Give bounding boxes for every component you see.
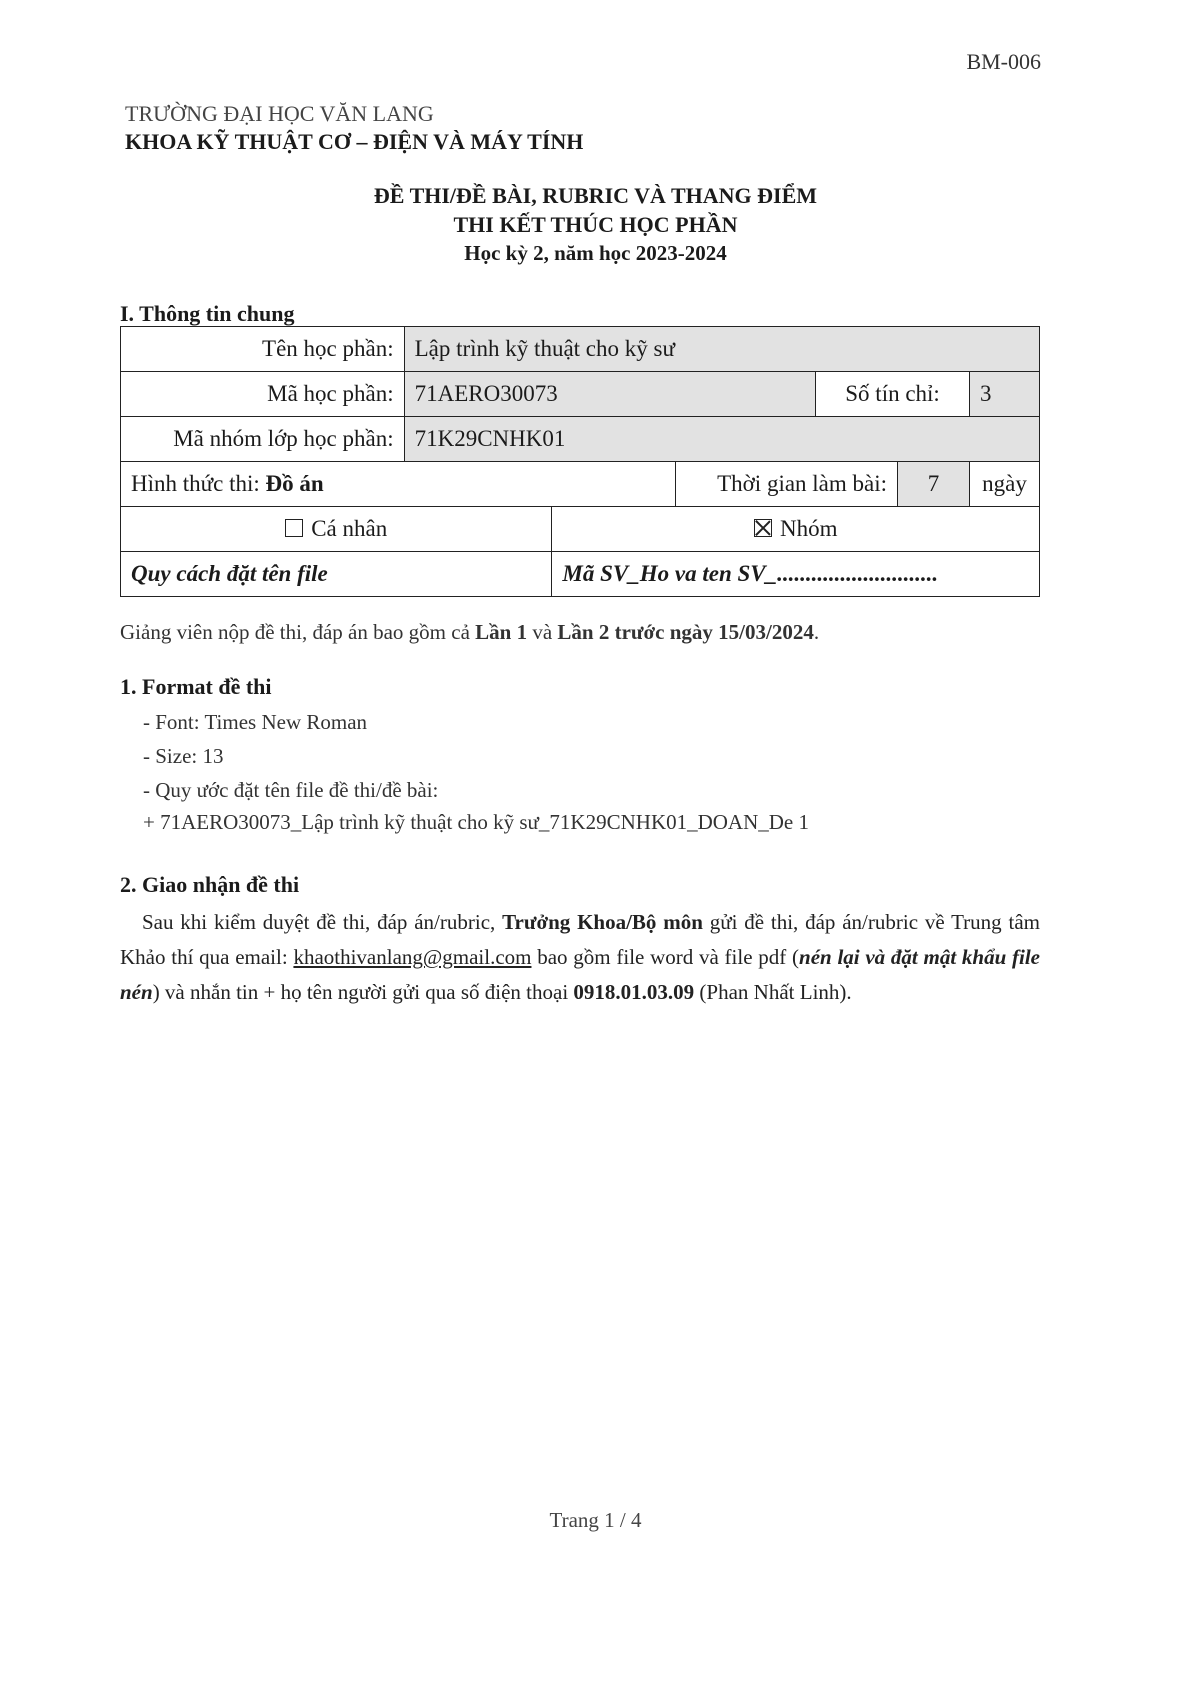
format-item: - Quy ước đặt tên file đề thi/đề bài: (143, 778, 439, 802)
exam-form-label: Hình thức thi: (131, 470, 266, 496)
section-general-heading: I. Thông tin chung (120, 301, 295, 326)
course-name-row (121, 327, 1040, 372)
course-name-value: Lập trình kỹ thuật cho kỹ sư (404, 327, 1039, 372)
file-naming-row (121, 552, 1040, 597)
phone-number: 0918.01.03.09 (573, 980, 695, 1004)
credits-label: Số tín chỉ: (816, 372, 970, 417)
email-link[interactable]: khaothivanlang@gmail.com (293, 945, 532, 969)
format-item: - Size: 13 (143, 744, 224, 768)
group-label: Nhóm (779, 515, 838, 541)
exam-form-cell (121, 462, 676, 507)
note-text-and: và (527, 620, 558, 644)
file-naming-value: Mã SV_Ho va ten SV_............................ (552, 552, 1040, 597)
course-code-row (121, 372, 1040, 417)
format-item: - Font: Times New Roman (143, 710, 368, 734)
delivery-text: Sau khi kiểm duyệt đề thi, đáp án/rubric, (142, 910, 503, 934)
individual-option (121, 507, 552, 552)
course-code-value: 71AERO30073 (404, 372, 816, 417)
doc-title-line1: ĐỀ THI/ĐỀ BÀI, RUBRIC VÀ THANG ĐIỂM (373, 183, 818, 208)
note-first-attempt: Lần 1 (475, 620, 528, 644)
exam-form-value: Đồ án (265, 470, 324, 496)
format-item: + 71AERO30073_Lập trình kỹ thuật cho kỹ sư_71K29CNHK01_DOAN_De 1 (143, 810, 810, 834)
file-naming-label: Quy cách đặt tên file (121, 552, 552, 597)
credits-value: 3 (969, 372, 1039, 417)
delivery-text: (Phan Nhất Linh). (694, 980, 852, 1004)
class-group-row (121, 417, 1040, 462)
duration-label: Thời gian làm bài: (676, 462, 898, 507)
course-code-label: Mã học phần: (121, 372, 405, 417)
course-name-label: Tên học phần: (121, 327, 405, 372)
individual-checkbox-icon (285, 519, 303, 537)
delivery-text: ) và nhắn tin + họ tên người gửi qua số điện thoại (152, 980, 574, 1004)
note-end: . (813, 620, 820, 644)
general-info-table (120, 326, 1040, 597)
form-code: BM-006 (966, 49, 1041, 74)
doc-title-line2: THI KẾT THÚC HỌC PHẦN (453, 212, 738, 237)
submission-note (120, 619, 819, 645)
class-group-label: Mã nhóm lớp học phần: (121, 417, 405, 462)
university-name: TRƯỜNG ĐẠI HỌC VĂN LANG (125, 101, 434, 126)
delivery-responsible: Trưởng Khoa/Bộ môn (502, 910, 703, 934)
exam-type-row (121, 507, 1040, 552)
format-heading: 1. Format đề thi (120, 674, 272, 699)
group-checkbox-checked-icon (754, 519, 772, 537)
page-number: Trang 1 / 4 (549, 1508, 642, 1532)
duration-value: 7 (898, 462, 970, 507)
delivery-paragraph (120, 905, 1040, 1010)
class-group-value: 71K29CNHK01 (404, 417, 1039, 462)
delivery-compress-note: nén lại và đặt mật khẩu file nén (120, 945, 1040, 1004)
group-option (552, 507, 1040, 552)
doc-title-line3: Học kỳ 2, năm học 2023-2024 (464, 241, 727, 265)
exam-form-row (121, 462, 1040, 507)
note-deadline: trước ngày 15/03/2024 (609, 620, 814, 644)
delivery-text: bao gồm file word và file pdf ( (531, 945, 800, 969)
note-text: Giảng viên nộp đề thi, đáp án bao gồm cả (120, 620, 476, 644)
note-second-attempt: Lần 2 (557, 620, 610, 644)
duration-unit: ngày (969, 462, 1039, 507)
individual-label: Cá nhân (311, 515, 388, 541)
faculty-name: KHOA KỸ THUẬT CƠ – ĐIỆN VÀ MÁY TÍNH (125, 129, 584, 154)
delivery-text: gửi đề thi, đáp án/rubric về Trung tâm Khảo thí qua email: (120, 910, 1040, 969)
delivery-heading: 2. Giao nhận đề thi (120, 872, 300, 897)
